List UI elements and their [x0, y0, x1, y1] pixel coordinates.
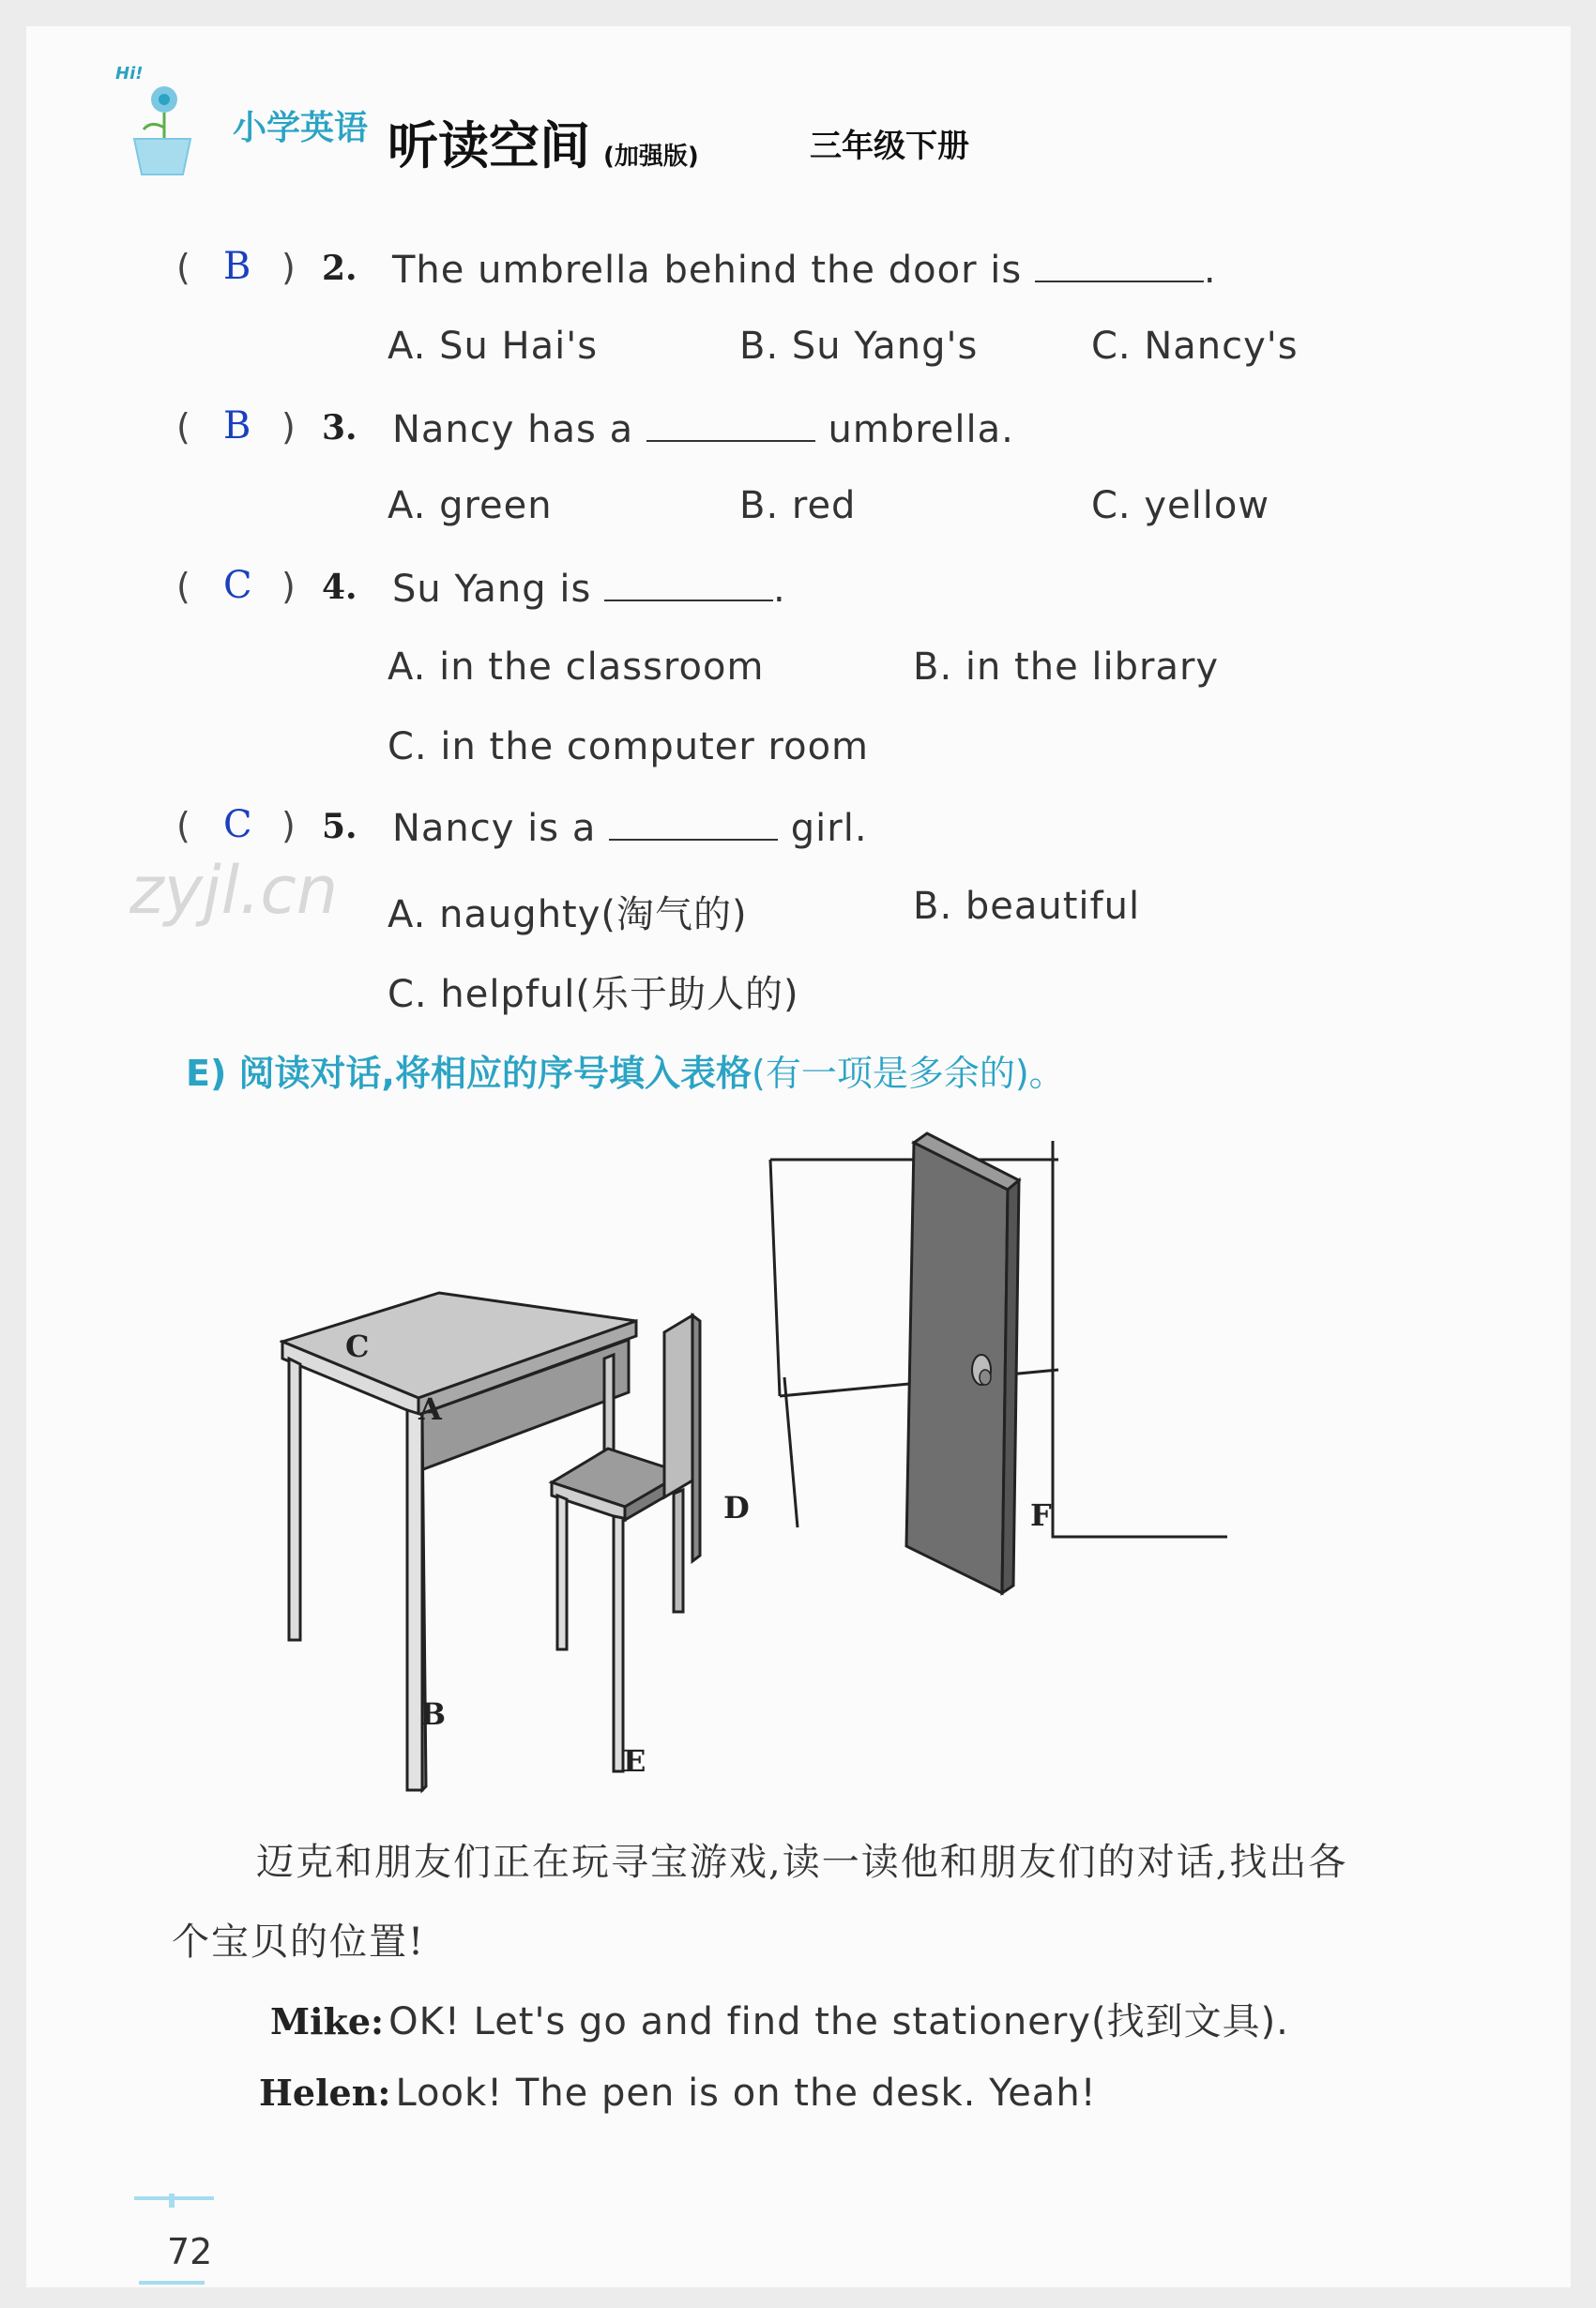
options-4: [388, 645, 1513, 768]
answer-blank: [604, 566, 773, 601]
answer-4: C: [223, 564, 252, 607]
dialog-line-helen: [259, 2072, 1097, 2115]
answer-blank: [646, 406, 815, 442]
option-b: B. in the library: [913, 645, 1220, 689]
answer-blank: [1035, 247, 1204, 282]
answer-5: C: [223, 803, 252, 846]
question-number: 5.: [322, 807, 357, 846]
question-number: 2.: [322, 249, 357, 288]
book-title: 听读空间: [388, 116, 590, 175]
answer-blank: [609, 805, 778, 841]
question-stem: Nancy has a umbrella.: [392, 408, 1014, 451]
flower-pot-icon: [115, 73, 200, 176]
label-a: A: [418, 1391, 442, 1427]
options-5: [388, 885, 1513, 1016]
desk: [282, 1293, 636, 1790]
answer-3: B: [223, 404, 251, 448]
label-f: F: [1030, 1497, 1052, 1533]
label-b: B: [420, 1696, 447, 1732]
option-a: A. green: [388, 484, 553, 527]
edition-label: (加强版): [603, 143, 699, 171]
page-number: 72: [167, 2231, 213, 2272]
label-c: C: [345, 1329, 370, 1364]
option-c: C. Nancy's: [1091, 325, 1299, 368]
speaker-name: Helen:: [259, 2072, 391, 2114]
option-a: A. naughty(淘气的): [388, 893, 748, 936]
door: [906, 1133, 1019, 1593]
option-b: B. red: [739, 484, 857, 527]
option-c: C. yellow: [1091, 484, 1270, 527]
section-e-heading: E) 阅读对话,将相应的序号填入表格(有一项是多余的)。: [186, 1053, 1065, 1094]
question-number: 4.: [322, 568, 357, 607]
question-stem: Su Yang is .: [392, 568, 786, 611]
dialog-text: Look! The pen is on the desk. Yeah!: [395, 2072, 1097, 2115]
question-stem: The umbrella behind the door is .: [392, 249, 1217, 292]
series-name: 小学英语: [233, 109, 369, 147]
option-c: C. in the computer room: [388, 725, 869, 768]
option-a: A. in the classroom: [388, 645, 765, 689]
answer-2: B: [223, 245, 251, 288]
intro-paragraph: 迈克和朋友们正在玩寻宝游戏,读一读他和朋友们的对话,找出各: [256, 1841, 1348, 1884]
dialog-line-mike: [270, 1992, 1289, 2045]
intro-paragraph-cont: 个宝贝的位置!: [172, 1921, 426, 1964]
header: [115, 64, 1054, 176]
room-illustration: [280, 1124, 1424, 1837]
watermark: zyjl.cn: [129, 852, 339, 929]
grade-label: 三年级下册: [810, 128, 969, 165]
option-b: B. Su Yang's: [739, 325, 979, 368]
question-stem: Nancy is a girl.: [392, 807, 868, 850]
workbook-page: Hi! 小学英语 听读空间 (加强版) 三年级下册 ( B ) 2. The umbrella behind the door is . A. Su Hai's B. Su Yang's C. Nancy's ( B ) 3. Nancy has a umbrella. A. green B. red C. yellow ( C ) 4. Su Yang is . A. in the classroom B. in the library C. in the computer room ( C ) 5. Nancy is a girl. A. naughty(淘气的) B. beautiful C. helpful(乐于助人的) zyjl.cn E) 阅读对话,将相应的序号填入表格(有一项是多余的)。 C A B D E F 迈克和朋友们正在玩寻宝游戏,读一读他和朋友们的对话,找出各 个宝贝的位置! Mike: OK! Let's go and find the stationery(找到文具). Helen: Look! The pen is on the desk. Yeah! 72: [26, 26, 1571, 2287]
question-number: 3.: [322, 408, 357, 448]
speaker-name: Mike:: [270, 2000, 385, 2042]
label-d: D: [723, 1490, 750, 1526]
option-a: A. Su Hai's: [388, 325, 599, 368]
option-b: B. beautiful: [913, 885, 1141, 928]
dialog-text: OK! Let's go and find the stationery(找到文具).: [388, 2000, 1289, 2043]
option-c: C. helpful(乐于助人的): [388, 973, 799, 1016]
hi-logo: Hi!: [115, 64, 144, 84]
label-e: E: [623, 1743, 646, 1779]
